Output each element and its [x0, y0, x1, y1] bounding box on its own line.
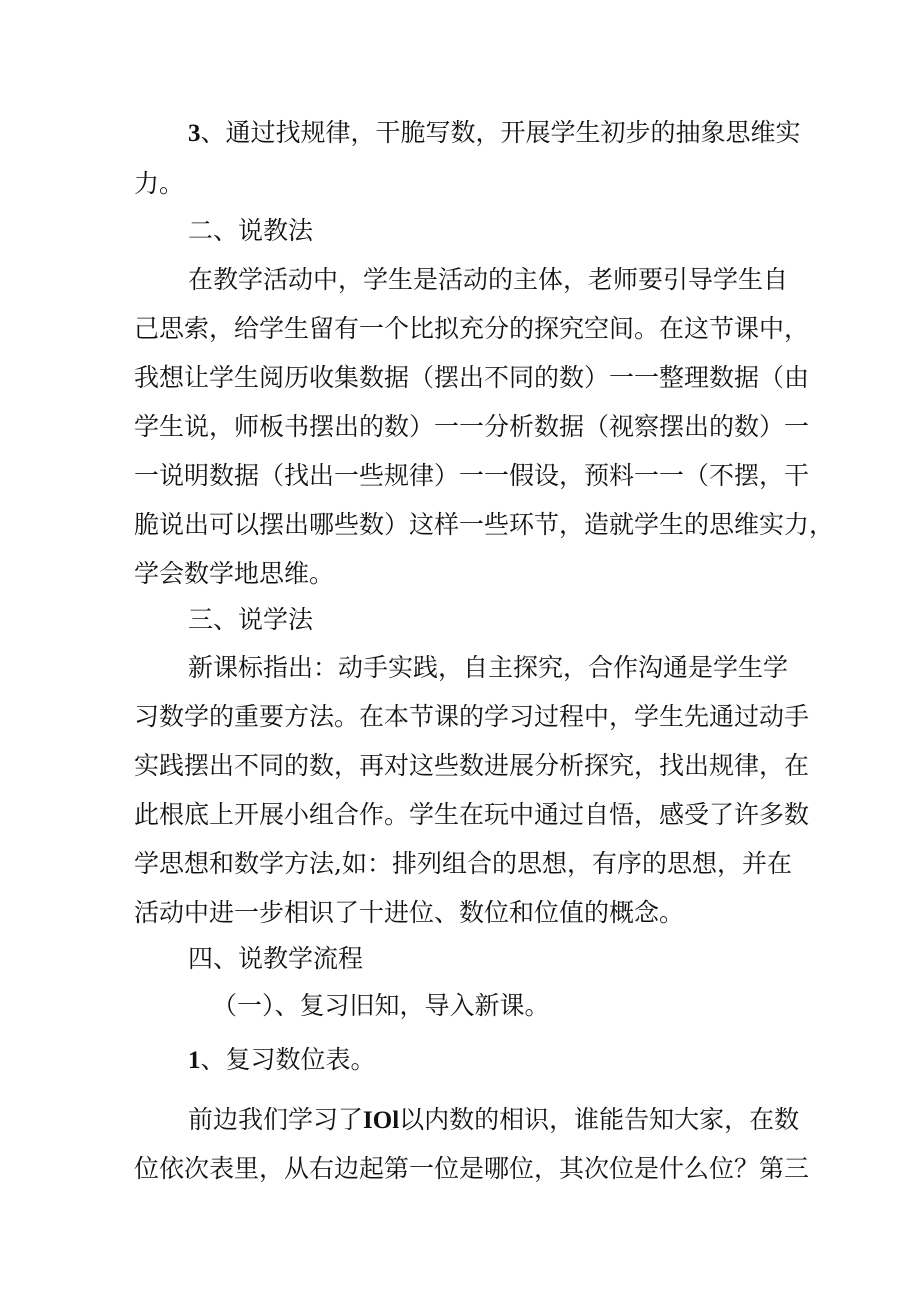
- paragraph-line: [188, 1103, 920, 1138]
- paragraph-line: 学会数学地思维。: [134, 559, 335, 588]
- paragraph-line: [188, 116, 920, 151]
- paragraph-line: 习数学的重要方法。在本节课的学习过程中，学生先通过动手: [134, 702, 810, 731]
- paragraph-line: 活动中进一步相识了十进位、数位和位值的概念。: [134, 898, 685, 927]
- paragraph-line: 一说明数据（找出一些规律）一一假设，预料一一（不摆，干: [134, 461, 810, 490]
- paragraph-line: 学生说，师板书摆出的数）一一分析数据（视察摆出的数）一: [134, 412, 810, 441]
- list-number: 1: [188, 1047, 201, 1074]
- number-text: IOl: [363, 1107, 400, 1134]
- paragraph-line: 在教学活动中，学生是活动的主体，老师要引导学生自: [188, 265, 789, 294]
- paragraph-line: 此根底上开展小组合作。学生在玩中通过自悟，感受了许多数: [134, 800, 810, 829]
- paragraph-line: 位依次表里，从右边起第一位是哪位，其次位是什么位？第三: [134, 1154, 810, 1183]
- paragraph-line: 实践摆出不同的数，再对这些数进展分析探究，找出规律，在: [134, 751, 810, 780]
- line-text: 、通过找规律，干脆写数，开展学生初步的抽象思维实: [200, 118, 801, 147]
- subsection-heading: （一）、复习旧知，导入新课。: [212, 991, 550, 1020]
- list-number: 3: [188, 120, 201, 147]
- paragraph-line: 己思索，给学生留有一个比拟充分的探究空间。在这节课中，: [134, 314, 810, 343]
- section-heading: 四、说教学流程: [188, 944, 364, 973]
- paragraph-line: 学思想和数学方法,如：排列组合的思想，有序的思想，并在: [134, 849, 792, 878]
- paragraph-line: 脆说出可以摆出哪些数）这样一些环节，造就学生的思维实力，: [134, 510, 835, 539]
- paragraph-line: 新课标指出：动手实践，自主探究，合作沟通是学生学: [188, 653, 789, 682]
- line-text: 、复习数位表。: [200, 1045, 376, 1074]
- paragraph-line: 力。: [134, 169, 185, 198]
- paragraph-line: 我想让学生阅历收集数据（摆出不同的数）一一整理数据（由: [134, 363, 810, 392]
- line-text-suffix: 以内数的相识，谁能告知大家，在数: [399, 1105, 800, 1134]
- section-heading: 二、说教法: [188, 216, 314, 245]
- line-text: 前边我们学习了: [188, 1105, 364, 1134]
- section-heading: 三、说学法: [188, 605, 314, 634]
- paragraph-line: [188, 1043, 920, 1078]
